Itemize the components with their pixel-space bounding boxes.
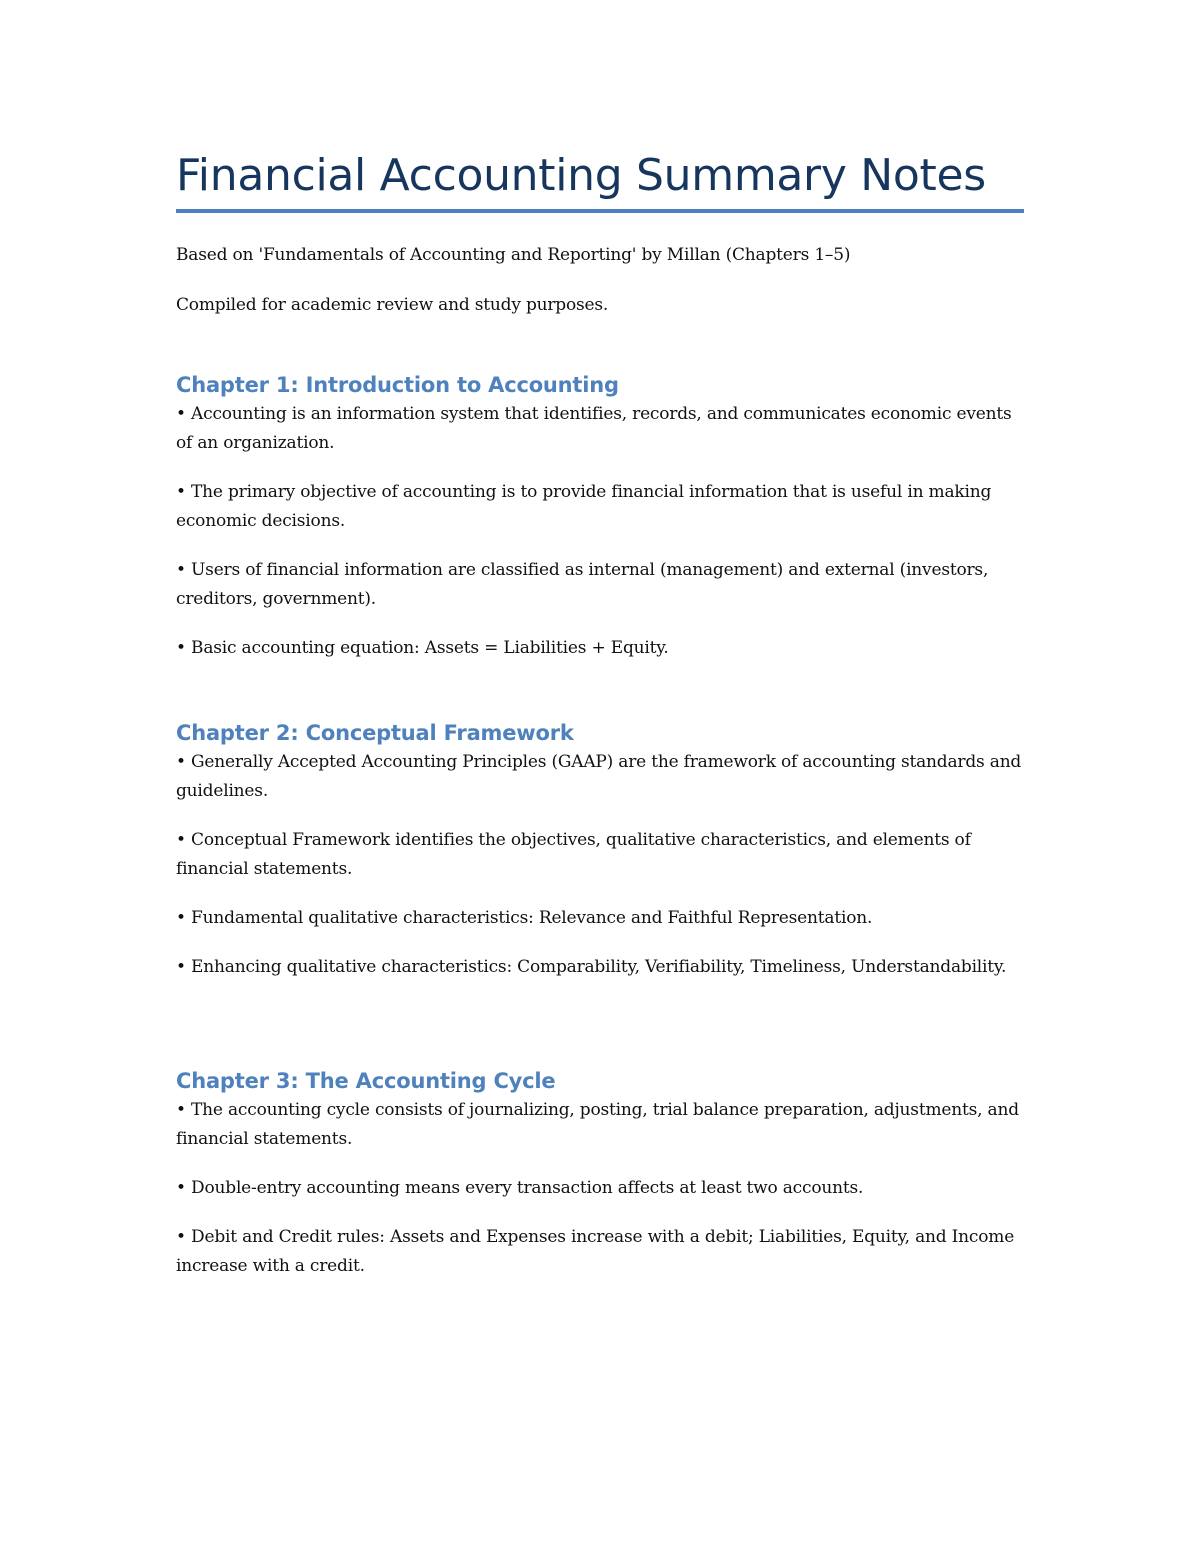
bullet-mark: • bbox=[176, 830, 186, 850]
chapter-section-2 bbox=[176, 718, 1024, 1002]
bullet-item bbox=[176, 1174, 1024, 1203]
bullet-item bbox=[176, 400, 1024, 458]
bullet-text: Accounting is an information system that identifies, records, and communicates economic events of an organization. bbox=[176, 404, 1012, 453]
bullet-item bbox=[176, 1096, 1024, 1154]
bullet-mark: • bbox=[176, 1178, 186, 1198]
bullet-mark: • bbox=[176, 482, 186, 502]
source-note: Based on 'Fundamentals of Accounting and Reporting' by Millan (Chapters 1–5) bbox=[176, 245, 851, 265]
bullet-item bbox=[176, 478, 1024, 536]
bullet-item bbox=[176, 1223, 1024, 1281]
chapter-heading: Chapter 3: The Accounting Cycle bbox=[176, 1069, 556, 1093]
bullet-text: Double-entry accounting means every transaction affects at least two accounts. bbox=[191, 1178, 864, 1198]
document-title: Financial Accounting Summary Notes bbox=[176, 150, 986, 201]
bullet-text: Users of financial information are classified as internal (management) and external (investors, creditors, government). bbox=[176, 560, 989, 609]
title-underline-rule bbox=[176, 209, 1024, 213]
bullet-mark: • bbox=[176, 752, 186, 772]
bullet-text: Fundamental qualitative characteristics: Relevance and Faithful Representation. bbox=[191, 908, 873, 928]
chapter-section-3 bbox=[176, 1066, 1024, 1301]
bullet-text: The primary objective of accounting is to provide financial information that is useful in making economic decisions. bbox=[176, 482, 992, 531]
bullet-mark: • bbox=[176, 404, 186, 424]
bullet-text: Basic accounting equation: Assets = Liabilities + Equity. bbox=[191, 638, 669, 658]
bullet-mark: • bbox=[176, 1100, 186, 1120]
bullet-mark: • bbox=[176, 560, 186, 580]
bullet-item bbox=[176, 904, 1024, 933]
bullet-item bbox=[176, 953, 1024, 982]
bullet-text: The accounting cycle consists of journalizing, posting, trial balance preparation, adjustments, and financial statements. bbox=[176, 1100, 1019, 1149]
bullet-mark: • bbox=[176, 1227, 186, 1247]
bullet-text: Enhancing qualitative characteristics: Comparability, Verifiability, Timeliness, Understandability. bbox=[191, 957, 1007, 977]
bullet-mark: • bbox=[176, 957, 186, 977]
bullet-mark: • bbox=[176, 908, 186, 928]
bullet-item bbox=[176, 556, 1024, 614]
bullet-text: Conceptual Framework identifies the objectives, qualitative characteristics, and elements of financial statements. bbox=[176, 830, 971, 879]
bullet-text: Debit and Credit rules: Assets and Expenses increase with a debit; Liabilities, Equity, and Income increase with a credit. bbox=[176, 1227, 1015, 1276]
chapter-section-1 bbox=[176, 370, 1024, 683]
purpose-note: Compiled for academic review and study purposes. bbox=[176, 295, 609, 315]
chapter-heading: Chapter 1: Introduction to Accounting bbox=[176, 373, 619, 397]
bullet-item bbox=[176, 748, 1024, 806]
bullet-item bbox=[176, 634, 1024, 663]
chapter-heading: Chapter 2: Conceptual Framework bbox=[176, 721, 574, 745]
bullet-item bbox=[176, 826, 1024, 884]
bullet-mark: • bbox=[176, 638, 186, 658]
bullet-text: Generally Accepted Accounting Principles (GAAP) are the framework of accounting standards and guidelines. bbox=[176, 752, 1022, 801]
